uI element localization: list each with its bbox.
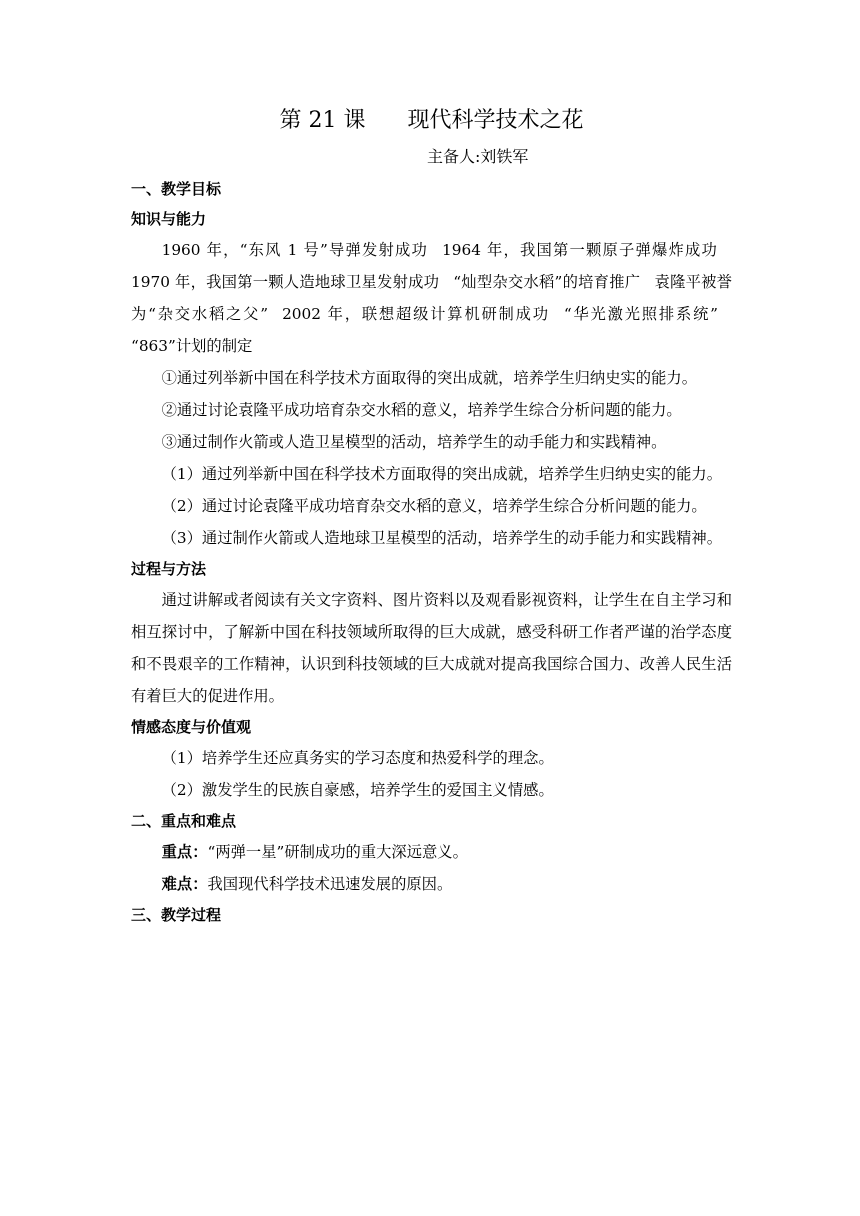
emotion-item-2: （2）激发学生的民族自豪感，培养学生的爱国主义情感。 bbox=[161, 781, 554, 799]
lesson-title bbox=[131, 106, 732, 136]
goal-item-p1: （1）通过列举新中国在科学技术方面取得的突出成就，培养学生归纳史实的能力。 bbox=[161, 465, 723, 483]
goal-item-2: ②通过讨论袁隆平成功培育杂交水稻的意义，培养学生综合分析问题的能力。 bbox=[161, 401, 682, 419]
goal-item-p2: （2）通过讨论袁隆平成功培育杂交水稻的意义，培养学生综合分析问题的能力。 bbox=[161, 497, 707, 515]
heading-emotion-values: 情感态度与价值观 bbox=[131, 718, 252, 736]
process-paragraph: 通过讲解或者阅读有关文字资料、图片资料以及观看影视资料，让学生在自主学习和相互探讨中，了解新中国在科技领域所取得的巨大成就，感受科研工作者严谨的治学态度和不畏艰辛的工作精神，认识到科技领域的巨大成就对提高我国综合国力、改善人民生活有着巨大的促进作用。 bbox=[131, 591, 732, 705]
heading-key-difficult: 二、重点和难点 bbox=[131, 812, 237, 830]
lesson-number: 第 21 课 bbox=[279, 108, 366, 133]
difficult-point-label: 难点： bbox=[161, 875, 208, 893]
difficult-point-line bbox=[131, 868, 732, 900]
key-point-label: 重点： bbox=[161, 843, 208, 861]
key-point-text: “两弹一星”研制成功的重大深远意义。 bbox=[207, 843, 468, 861]
heading-process-method: 过程与方法 bbox=[131, 560, 207, 578]
goal-item-1: ①通过列举新中国在科学技术方面取得的突出成就，培养学生归纳史实的能力。 bbox=[161, 369, 697, 387]
goal-item-p3: （3）通过制作火箭或人造地球卫星模型的活动，培养学生的动手能力和实践精神。 bbox=[161, 529, 723, 547]
achievements-paragraph: 1960 年，“东风 1 号”导弹发射成功 1964 年，我国第一颗原子弹爆炸成功1970 年，我国第一颗人造地球卫星发射成功 “灿型杂交水稻”的培育推广 袁隆平被誉为“杂交水稻之父” 2002 年，联想超级计算机研制成功 “华光激光照排系统”“863”计划的制定 bbox=[131, 241, 732, 355]
difficult-point-text: 我国现代科学技术迅速发展的原因。 bbox=[207, 875, 453, 893]
heading-knowledge-ability: 知识与能力 bbox=[131, 210, 207, 228]
author-line: 主备人:刘铁军 bbox=[427, 147, 529, 166]
lesson-name: 现代科学技术之花 bbox=[407, 108, 584, 133]
document-body bbox=[131, 174, 732, 930]
key-point-line bbox=[131, 836, 732, 868]
heading-teaching-goals: 一、教学目标 bbox=[131, 180, 222, 198]
emotion-item-1: （1）培养学生还应真务实的学习态度和热爱科学的理念。 bbox=[161, 749, 554, 767]
goal-item-3: ③通过制作火箭或人造卫星模型的活动，培养学生的动手能力和实践精神。 bbox=[161, 433, 667, 451]
heading-teaching-process: 三、教学过程 bbox=[131, 906, 222, 924]
